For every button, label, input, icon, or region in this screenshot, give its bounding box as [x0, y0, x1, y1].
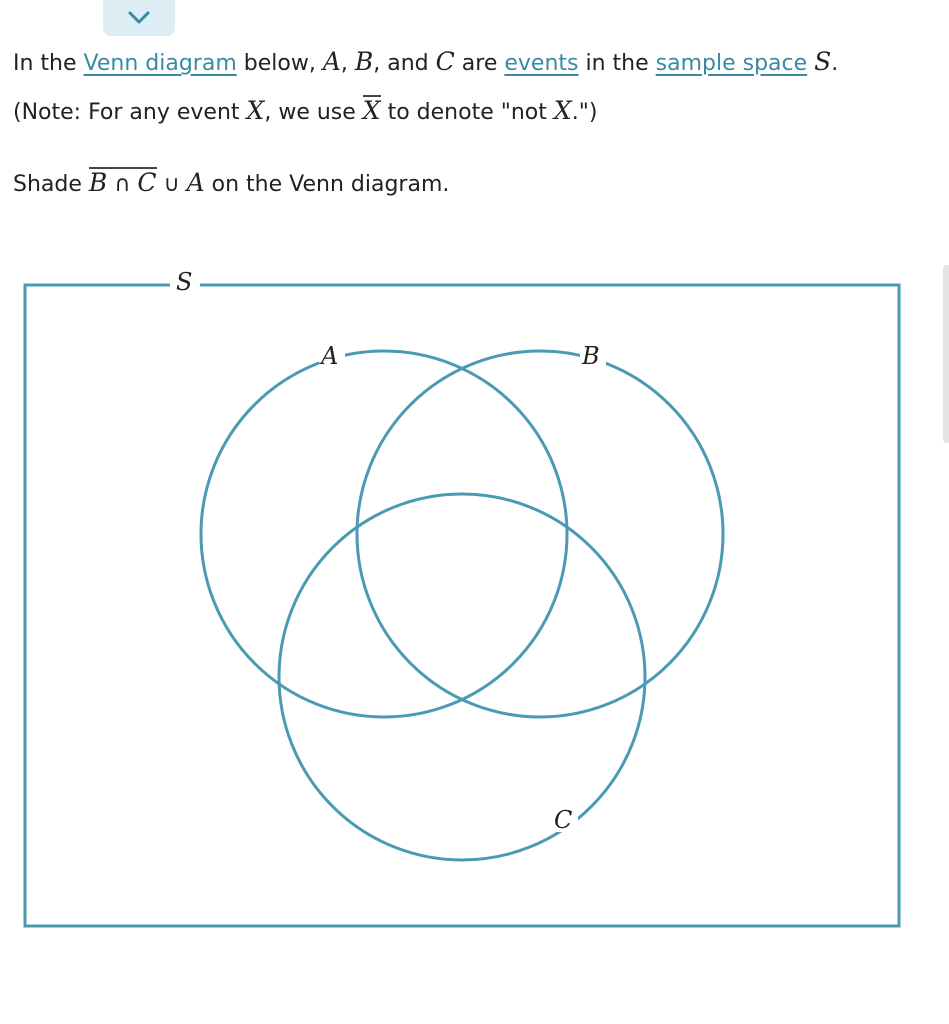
var-b: B	[354, 47, 374, 76]
intro-text: in the	[578, 51, 656, 76]
intro-text: are	[454, 51, 505, 76]
var-a: A	[186, 168, 205, 197]
var-c: C	[435, 47, 455, 76]
var-b: B	[88, 168, 108, 197]
sample-space-link[interactable]: sample space	[655, 51, 808, 76]
var-c: C	[137, 168, 157, 197]
intro-text: ,	[340, 51, 355, 76]
note-text: (Note: For any event	[13, 100, 247, 125]
label-c: C	[554, 806, 573, 834]
intro-text: below,	[236, 51, 323, 76]
var-x: X	[246, 96, 265, 125]
var-a: A	[322, 47, 341, 76]
union-symbol: ∪	[156, 172, 187, 197]
circle-b[interactable]	[357, 351, 723, 717]
intersection-symbol: ∩	[107, 172, 138, 197]
intro-text: .	[831, 51, 839, 76]
note-text: , we use	[264, 100, 363, 125]
circle-c[interactable]	[279, 494, 645, 860]
var-x-complement: X	[362, 96, 381, 125]
label-s: S	[176, 268, 193, 296]
intro-text: In the	[13, 51, 84, 76]
note-text: to denote "not	[380, 100, 554, 125]
label-a: A	[321, 342, 339, 370]
circle-a[interactable]	[201, 351, 567, 717]
instruction-text: on the Venn diagram.	[204, 172, 450, 197]
intro-text: , and	[373, 51, 436, 76]
instruction-text: Shade	[13, 172, 89, 197]
var-x: X	[553, 96, 572, 125]
var-s: S	[814, 47, 832, 76]
events-link[interactable]: events	[504, 51, 579, 76]
sample-space-rectangle[interactable]	[25, 285, 899, 926]
note-text: .")	[571, 100, 598, 125]
label-b: B	[582, 342, 600, 370]
venn-diagram-link[interactable]: Venn diagram	[83, 51, 237, 76]
